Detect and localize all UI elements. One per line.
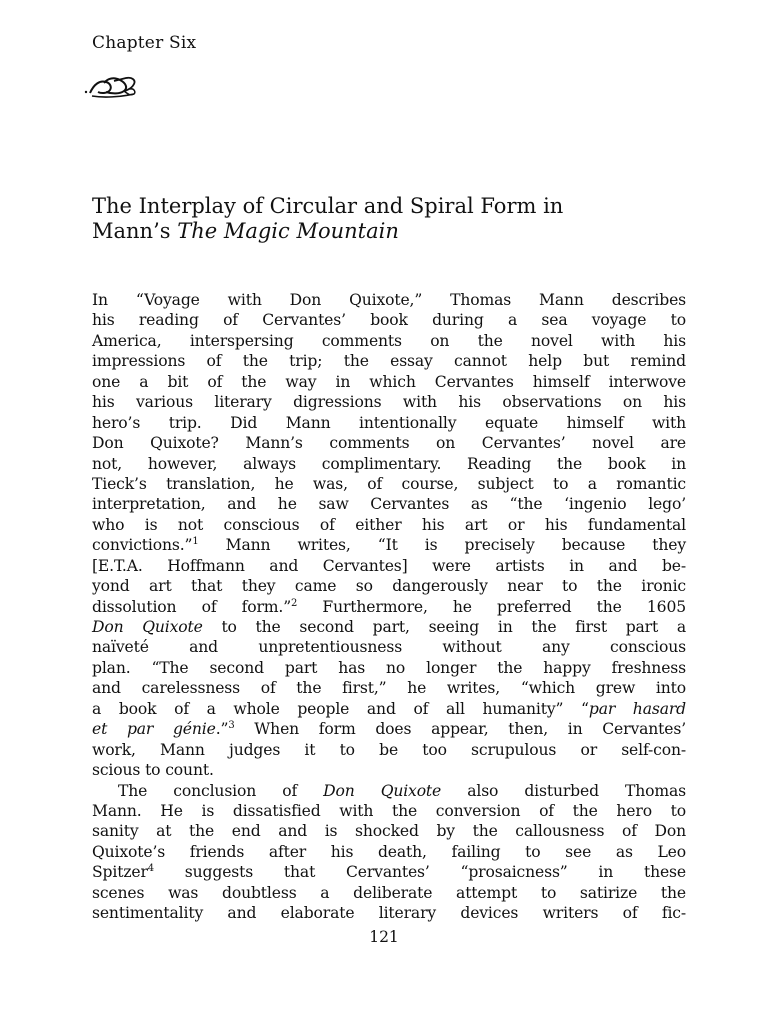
footnote-ref: 2: [291, 597, 298, 609]
line-text: Tieck’s translation, he was, of course, subject to a romantic: [92, 474, 686, 493]
italic-text: par hasard: [588, 699, 686, 718]
text-line: [92, 678, 686, 698]
italic-text: Don Quixote: [323, 781, 442, 800]
line-text: Mann writes, “It is precisely because they: [198, 536, 686, 555]
line-text: one a bit of the way in which Cervantes himself interwove: [92, 372, 686, 391]
line-text: suggests that Cervantes’ “prosaicness” in these: [154, 863, 686, 882]
body-text: [92, 290, 686, 924]
chapter-ornament-icon: [84, 72, 140, 100]
text-line: [92, 413, 686, 433]
footnote-ref: 4: [147, 863, 154, 875]
line-text: .”: [215, 720, 229, 739]
line-text: to the second part, seeing in the first part a: [202, 618, 686, 636]
line-text: Don Quixote? Mann’s comments on Cervantes’ novel are: [92, 434, 686, 453]
chapter-title-book-name: The Magic Mountain: [177, 219, 399, 243]
line-text: his reading of Cervantes’ book during a sea voyage to: [92, 311, 686, 330]
text-line: [92, 903, 686, 923]
line-text: dissolution of form.”: [92, 597, 292, 616]
line-text: also disturbed Thomas: [441, 781, 687, 800]
text-line: [92, 597, 686, 617]
line-text: work, Mann judges it to be too scrupulous or self-con-: [92, 740, 686, 759]
text-line: [92, 392, 686, 412]
line-text: Furthermore, he preferred the 1605: [297, 597, 686, 616]
text-line: [92, 576, 686, 596]
line-text: convictions.”: [92, 536, 193, 555]
text-line: [92, 740, 686, 760]
text-line: [92, 331, 686, 351]
chapter-label: Chapter Six: [92, 33, 197, 53]
text-line: [92, 494, 686, 514]
text-line: [92, 515, 686, 535]
line-text: and carelessness of the first,” he writes, “which grew into: [92, 679, 686, 698]
line-text: interpretation, and he saw Cervantes as “the ‘ingenio lego’: [92, 495, 686, 514]
text-line: [92, 821, 686, 841]
line-text: When form does appear, then, in Cervantes’: [234, 720, 686, 739]
text-line: [92, 351, 686, 371]
line-text: plan. “The second part has no longer the happy freshness: [92, 658, 686, 677]
text-line: [92, 883, 686, 903]
text-line: [92, 433, 686, 453]
footnote-ref: 3: [228, 720, 235, 731]
text-line: [92, 372, 686, 392]
italic-text: et par génie: [92, 720, 216, 739]
text-line: [92, 454, 686, 474]
text-line: [92, 699, 686, 719]
line-text: scenes was doubtless a deliberate attempt to satirize the: [92, 883, 686, 902]
italic-text: Don Quixote: [92, 618, 203, 636]
line-text: not, however, always complimentary. Reading the book in: [92, 454, 686, 473]
line-text: yond art that they came so dangerously near to the ironic: [92, 577, 686, 596]
text-line: [92, 719, 686, 739]
text-line: [92, 474, 686, 494]
text-line: [92, 535, 686, 555]
chapter-title: [92, 194, 692, 244]
text-line: [92, 781, 686, 801]
text-line: [92, 658, 686, 678]
footnote-ref: 1: [192, 536, 199, 548]
text-line: [92, 801, 686, 821]
line-text: impressions of the trip; the essay cannot help but remind: [92, 352, 686, 371]
line-text: sentimentality and elaborate literary devices writers of fic-: [92, 904, 686, 923]
line-text: his various literary digressions with his observations on his: [92, 393, 686, 412]
page-number: 121: [369, 928, 399, 946]
text-line: [92, 556, 686, 576]
line-text: Spitzer: [92, 863, 148, 882]
line-text: naïveté and unpretentiousness without any conscious: [92, 638, 686, 657]
line-text: Mann. He is dissatisfied with the conversion of the hero to: [92, 801, 686, 820]
chapter-title-line2-prefix: Mann’s: [92, 219, 178, 243]
line-text: scious to count.: [92, 761, 214, 780]
text-line: [92, 862, 686, 882]
line-text: who is not conscious of either his art or his fundamental: [92, 515, 686, 534]
line-text: Quixote’s friends after his death, failing to see as Leo: [92, 842, 686, 861]
line-text: a book of a whole people and of all humanity” “: [92, 699, 589, 718]
text-line: [92, 842, 686, 862]
line-text: [E.T.A. Hoffmann and Cervantes] were artists in and be-: [92, 556, 686, 575]
line-text: hero’s trip. Did Mann intentionally equate himself with: [92, 413, 686, 432]
chapter-title-line1: The Interplay of Circular and Spiral Form in: [92, 194, 564, 218]
line-text: In “Voyage with Don Quixote,” Thomas Mann describes: [92, 291, 686, 309]
text-line: [92, 617, 686, 637]
text-line: [92, 290, 686, 310]
line-text: America, interspersing comments on the novel with his: [92, 331, 686, 350]
text-line: [92, 310, 686, 330]
line-text: sanity at the end and is shocked by the callousness of Don: [92, 822, 686, 841]
text-line: [92, 760, 686, 780]
text-line: [92, 637, 686, 657]
line-text: The conclusion of: [118, 781, 324, 800]
